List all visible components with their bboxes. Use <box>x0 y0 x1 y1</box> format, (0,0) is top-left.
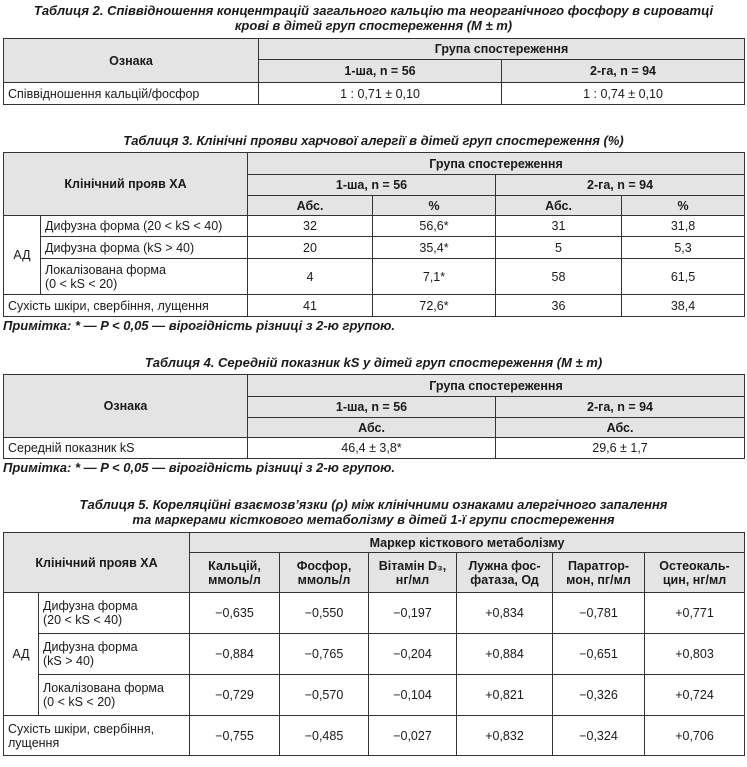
table-3-cell: 61,5 <box>622 259 745 295</box>
table-5-header-text: Кальцій, <box>208 558 261 573</box>
table-4-header-abs-2: Абс. <box>496 418 745 438</box>
table-5-row-label <box>39 634 190 675</box>
table-row <box>4 634 745 675</box>
table-5-cell: −0,729 <box>190 675 280 716</box>
table-3-cell: 72,6* <box>373 295 496 317</box>
table-2-header-group-1: 1-ша, n = 56 <box>259 60 502 83</box>
table-row <box>4 593 745 634</box>
table-3-block <box>0 133 747 333</box>
table-5-cell: −0,027 <box>369 716 457 756</box>
table-5-header-osteocalcin <box>645 553 745 593</box>
table-3-cell: 4 <box>248 259 373 295</box>
table-2 <box>3 38 745 105</box>
table-3-cell: 56,6* <box>373 216 496 237</box>
table-3-cell: 31,8 <box>622 216 745 237</box>
table-3-note: Примітка: * — P < 0,05 — вірогідність різниці з 2-ю групою. <box>3 318 396 333</box>
table-4-header-feature: Ознака <box>4 375 248 438</box>
table-5-cell: −0,755 <box>190 716 280 756</box>
table-5-row-label-line: (kS > 40) <box>43 654 95 668</box>
table-3-header-group-1: 1-ша, n = 56 <box>248 175 496 196</box>
table-5-cell: +0,832 <box>457 716 553 756</box>
table-5-header-alkaline-phosphatase <box>457 553 553 593</box>
table-3-header-feature: Клінічний прояв ХА <box>4 153 248 216</box>
table-5-row-label-line: Дифузна форма <box>43 640 138 654</box>
table-3-header-abs-1: Абс. <box>248 196 373 216</box>
table-4-value-group-1: 46,4 ± 3,8* <box>248 438 496 459</box>
table-5-header-phosphorus <box>280 553 369 593</box>
table-5-header-text: Лужна фос- <box>468 558 541 573</box>
table-row <box>4 237 745 259</box>
table-3-row-label <box>41 259 248 295</box>
table-5-header-vitamin-d3 <box>369 553 457 593</box>
table-5-caption-line-1: Таблиця 5. Кореляційні взаємозв’язки (ρ) між клінічними ознаками алергічного запалення <box>79 497 668 512</box>
table-3-row-label: Сухість шкіри, свербіння, лущення <box>4 295 248 317</box>
table-3-cell: 7,1* <box>373 259 496 295</box>
table-3-cell: 36 <box>496 295 622 317</box>
table-5-row-label <box>39 593 190 634</box>
table-3-cell: 5 <box>496 237 622 259</box>
table-2-caption-line-2: крові в дітей груп спостереження (M ± m) <box>234 18 513 33</box>
table-5-cell: −0,781 <box>553 593 645 634</box>
table-2-caption-line-1: Таблиця 2. Співвідношення концентрацій загального кальцію та неорганічного фосфору в сироватці <box>33 3 714 18</box>
table-5-cell: −0,485 <box>280 716 369 756</box>
table-5-row-label-line: Локалізована форма <box>43 681 164 695</box>
table-3-row-label: Дифузна форма (20 < kS < 40) <box>41 216 248 237</box>
table-row <box>4 675 745 716</box>
table-3 <box>3 152 745 317</box>
table-3-cell: 38,4 <box>622 295 745 317</box>
table-3-cell: 5,3 <box>622 237 745 259</box>
table-5-header-calcium <box>190 553 280 593</box>
table-3-row-label-line-2: (0 < kS < 20) <box>45 276 118 291</box>
table-5-cell: −0,651 <box>553 634 645 675</box>
table-5-caption <box>0 497 747 527</box>
table-5-cell: +0,834 <box>457 593 553 634</box>
table-5-header-parathormone <box>553 553 645 593</box>
table-3-cell: 32 <box>248 216 373 237</box>
table-2-value-group-1: 1 : 0,71 ± 0,10 <box>259 83 502 105</box>
table-5-row-label <box>39 675 190 716</box>
table-5-cell: +0,884 <box>457 634 553 675</box>
table-row <box>4 83 745 105</box>
table-5 <box>3 532 745 756</box>
table-3-header-abs-2: Абс. <box>496 196 622 216</box>
table-3-header-group-2: 2-га, n = 94 <box>496 175 745 196</box>
table-2-caption <box>0 3 747 33</box>
table-4-header-group-1: 1-ша, n = 56 <box>248 397 496 418</box>
table-2-header-feature: Ознака <box>4 39 259 83</box>
table-5-row-label-line: (0 < kS < 20) <box>43 695 116 709</box>
table-5-row-label-line: (20 < kS < 40) <box>43 613 123 627</box>
table-3-cell: 20 <box>248 237 373 259</box>
table-5-header-marker: Маркер кісткового метаболізму <box>190 533 745 553</box>
table-3-cell: 58 <box>496 259 622 295</box>
table-3-header-pct-2: % <box>622 196 745 216</box>
table-4-row-label: Середній показник kS <box>4 438 248 459</box>
table-5-header-text: нг/мл <box>395 572 430 587</box>
table-3-row-label-line-1: Локалізована форма <box>45 262 166 277</box>
table-5-header-text: Остеокаль- <box>659 558 730 573</box>
table-row <box>4 295 745 317</box>
table-5-header-text: фатаза, Од <box>470 572 539 587</box>
table-5-cell: −0,204 <box>369 634 457 675</box>
table-5-cell: −0,197 <box>369 593 457 634</box>
table-5-row-label-line: Дифузна форма <box>43 599 138 613</box>
table-5-header-text: Фосфор, <box>296 558 352 573</box>
table-4-block <box>0 355 747 475</box>
table-5-cell: +0,724 <box>645 675 745 716</box>
table-4 <box>3 374 745 459</box>
table-3-header-group: Група спостереження <box>248 153 745 175</box>
table-5-header-text: ммоль/л <box>208 572 261 587</box>
table-3-caption: Таблиця 3. Клінічні прояви харчової алергії в дітей груп спостереження (%) <box>123 133 624 148</box>
table-5-cell: −0,884 <box>190 634 280 675</box>
table-5-block <box>0 497 747 756</box>
table-5-row-label-line: Сухість шкіри, свербіння, <box>8 721 155 736</box>
table-2-header-group: Група спостереження <box>259 39 745 60</box>
table-5-row-label-line: лущення <box>8 735 60 750</box>
table-4-header-group: Група спостереження <box>248 375 745 397</box>
table-5-cell: −0,635 <box>190 593 280 634</box>
table-5-cell: −0,324 <box>553 716 645 756</box>
table-row <box>4 716 745 756</box>
table-row <box>4 216 745 237</box>
table-5-header-feature: Клінічний прояв ХА <box>4 533 190 593</box>
table-5-header-text: ммоль/л <box>297 572 351 587</box>
table-2-block <box>0 3 747 105</box>
table-5-header-text: цин, нг/мл <box>662 572 727 587</box>
table-5-cell: −0,550 <box>280 593 369 634</box>
table-3-cell: 35,4* <box>373 237 496 259</box>
table-5-cell: −0,326 <box>553 675 645 716</box>
table-4-value-group-2: 29,6 ± 1,7 <box>496 438 745 459</box>
table-5-header-text: Паратгор- <box>567 558 630 573</box>
table-4-caption: Таблиця 4. Середній показник kS у дітей груп спостереження (M ± m) <box>144 355 603 370</box>
table-row <box>4 438 745 459</box>
table-3-cell: 41 <box>248 295 373 317</box>
table-2-value-group-2: 1 : 0,74 ± 0,10 <box>502 83 745 105</box>
table-3-ad-label: АД <box>4 216 41 295</box>
table-5-cell: −0,765 <box>280 634 369 675</box>
table-4-note: Примітка: * — P < 0,05 — вірогідність різниці з 2-ю групою. <box>3 460 396 475</box>
table-5-cell: −0,570 <box>280 675 369 716</box>
table-5-cell: +0,821 <box>457 675 553 716</box>
table-5-header-text: мон, пг/мл <box>566 572 631 587</box>
table-3-row-label: Дифузна форма (kS > 40) <box>41 237 248 259</box>
table-5-cell: +0,803 <box>645 634 745 675</box>
table-3-header-pct-1: % <box>373 196 496 216</box>
table-2-row-label: Співвідношення кальцій/фосфор <box>4 83 259 105</box>
table-5-caption-line-2: та маркерами кісткового метаболізму в дітей 1-ї групи спостереження <box>132 512 615 527</box>
table-4-header-abs-1: Абс. <box>248 418 496 438</box>
table-5-row-label <box>4 716 190 756</box>
table-3-cell: 31 <box>496 216 622 237</box>
table-2-header-group-2: 2-га, n = 94 <box>502 60 745 83</box>
table-5-cell: −0,104 <box>369 675 457 716</box>
table-5-cell: +0,706 <box>645 716 745 756</box>
table-4-header-group-2: 2-га, n = 94 <box>496 397 745 418</box>
table-5-ad-label: АД <box>4 593 39 716</box>
table-5-header-text: Вітамін D₃, <box>378 558 447 573</box>
table-row <box>4 259 745 295</box>
table-5-cell: +0,771 <box>645 593 745 634</box>
